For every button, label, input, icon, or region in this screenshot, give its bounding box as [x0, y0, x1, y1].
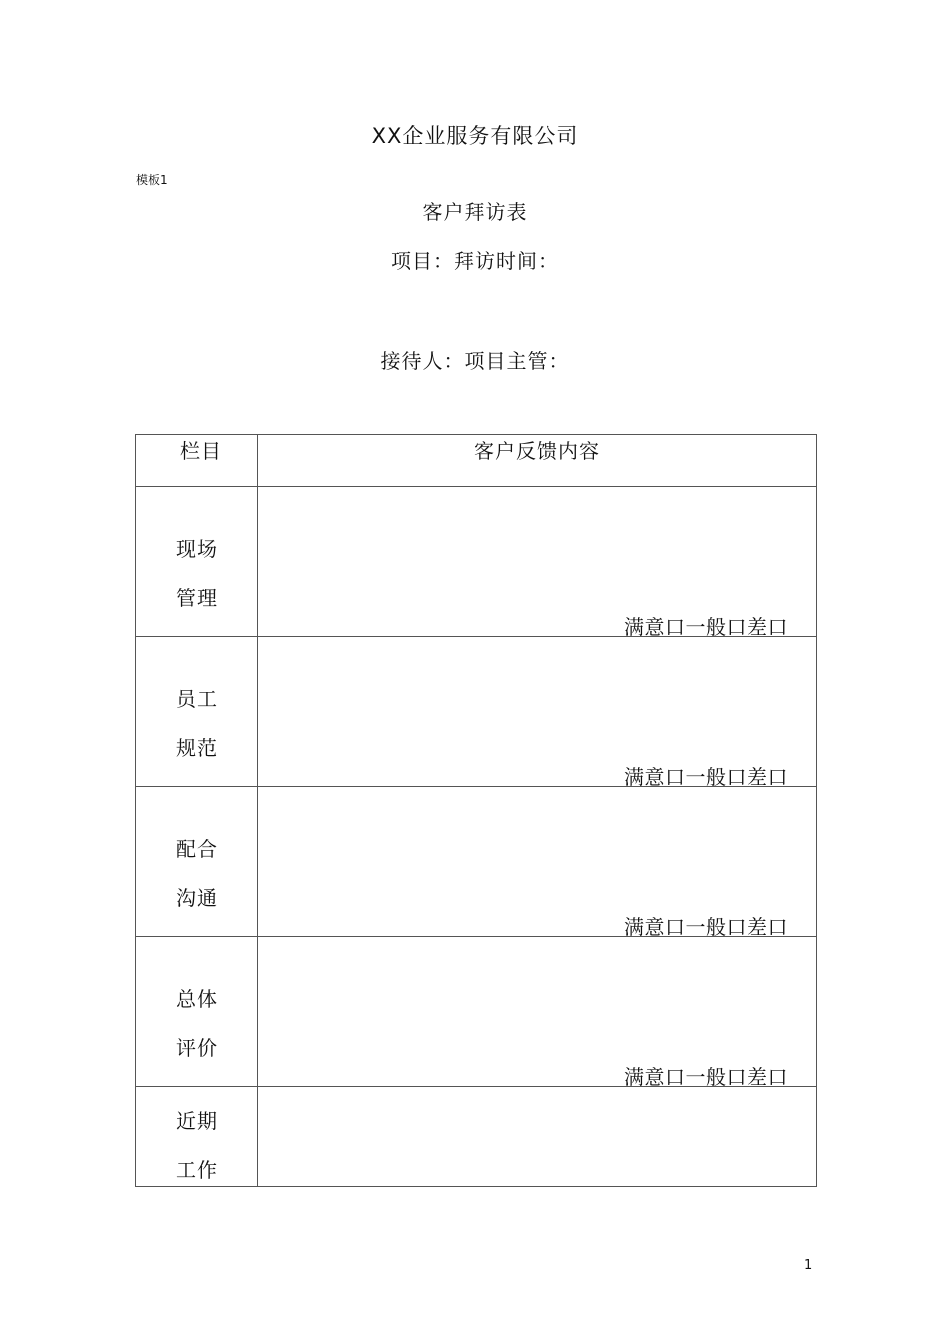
category-cell: [136, 487, 258, 637]
category-cell: [136, 937, 258, 1087]
category-label-line2: 工作: [176, 1158, 218, 1182]
table-header-row: [136, 435, 817, 487]
feedback-cell[interactable]: [258, 1087, 817, 1187]
template-label: 模板1: [136, 173, 168, 187]
category-label-line1: 员工: [176, 687, 218, 711]
project-visit-time-line: 项目：拜访时间：: [391, 249, 559, 273]
category-label-line1: 现场: [176, 537, 218, 561]
table-row: [136, 787, 817, 937]
rating-options[interactable]: 满意口一般口差口: [624, 1065, 788, 1089]
company-title: XX企业服务有限公司: [371, 124, 579, 148]
page-number: 1: [804, 1258, 813, 1273]
feedback-cell[interactable]: [258, 787, 817, 937]
category-label-line2: 评价: [176, 1036, 218, 1060]
table-row: [136, 487, 817, 637]
category-label-line2: 管理: [176, 586, 218, 610]
table-row: [136, 937, 817, 1087]
category-cell: [136, 637, 258, 787]
category-cell: [136, 787, 258, 937]
category-cell: [136, 1087, 258, 1187]
form-title: 客户拜访表: [422, 200, 528, 224]
category-label-line1: 配合: [176, 837, 218, 861]
column-header-feedback: 客户反馈内容: [258, 435, 817, 487]
category-label-line2: 规范: [176, 736, 218, 760]
feedback-cell[interactable]: [258, 487, 817, 637]
category-label-line2: 沟通: [176, 886, 218, 910]
visit-feedback-table: [135, 434, 817, 1187]
feedback-cell[interactable]: [258, 637, 817, 787]
category-label-line1: 近期: [176, 1109, 218, 1133]
column-header-category: 栏目: [136, 435, 258, 487]
rating-options[interactable]: 满意口一般口差口: [624, 765, 788, 789]
rating-options[interactable]: 满意口一般口差口: [624, 615, 788, 639]
table-row: [136, 637, 817, 787]
category-label-line1: 总体: [176, 987, 218, 1011]
table-row: [136, 1087, 817, 1187]
feedback-cell[interactable]: [258, 937, 817, 1087]
rating-options[interactable]: 满意口一般口差口: [624, 915, 788, 939]
reception-manager-line: 接待人：项目主管：: [380, 349, 570, 373]
